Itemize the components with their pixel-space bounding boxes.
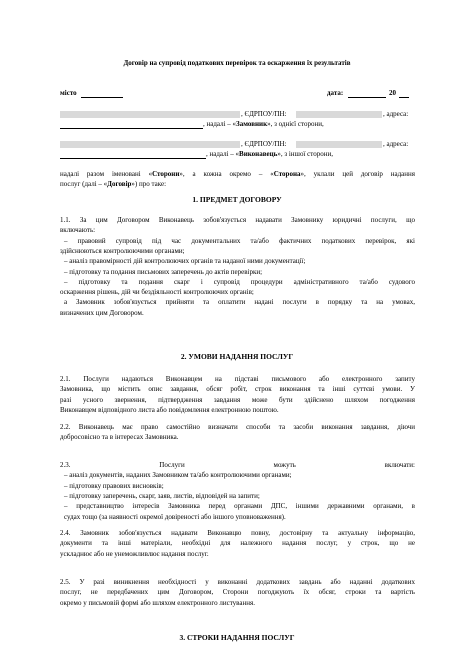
- text-line: – аналіз документів, наданих Замовником та/або контролюючими органами;: [64, 471, 292, 480]
- party2-address-blank[interactable]: [60, 158, 206, 159]
- party1-name-redacted: [60, 111, 240, 118]
- text-line: 2.1. Послуги надаються Виконавцем на підставі письмового або електронного запиту: [60, 375, 415, 383]
- date-year: 20: [389, 89, 396, 97]
- intro-line: послуг (далі – «Договір») про таке:: [60, 180, 167, 188]
- text-line: 2.3. Послуги можуть включати:: [60, 461, 415, 469]
- party1-role: , надалі – «Замовник», з однієї сторони,: [203, 120, 324, 128]
- year-blank[interactable]: [399, 97, 409, 98]
- party1-edrpou-redacted: [296, 111, 382, 118]
- party1-address-blank[interactable]: [60, 128, 203, 129]
- party2-role: , надалі – «Виконавець», з іншої сторони,: [206, 150, 333, 158]
- party2-edrpou-redacted: [296, 141, 382, 148]
- text-line: – правовий супровід під час документальних та/або фактичних податкових перевірок, які: [64, 236, 415, 245]
- text-line: – представництво інтересів Замовника перед органами ДПС, іншими державними органами, в: [64, 502, 415, 511]
- text-line: ускладнює або не унеможливлює надання послуг.: [60, 549, 209, 558]
- text-line: – аналіз правомірності дій контролюючих органів та наданої ними документації;: [64, 257, 306, 266]
- text-line: послуг, не передбачених цим Договором, Сторони погоджують їх обсяг, строки та вартість: [60, 588, 415, 597]
- party1-address-label: , адреса:: [383, 110, 409, 118]
- city-blank[interactable]: [81, 97, 123, 98]
- text-line: 2.4. Замовник зобов'язується надавати Виконавцю повну, достовірну та актуальну інформацію,: [60, 529, 415, 537]
- text-line: здійснюються контролюючими органами;: [60, 246, 185, 255]
- text-line: окремо у письмовій формі або шляхом електронного листування.: [60, 598, 255, 607]
- text-line: а Замовник зобов'язується прийняти та оплатити надані послуги в порядку та на умовах,: [64, 298, 415, 307]
- text-line: визначених цим Договором.: [60, 308, 144, 317]
- text-line: разі усного звернення, підтвердження завдання може бути здійснено шляхом погодження: [60, 395, 415, 404]
- document-title: Договір на супровід податкових перевірок та оскарження їх результатів: [123, 59, 351, 67]
- text-line: оскарження рішень, дій чи бездіяльності контролюючих органів;: [60, 288, 254, 297]
- text-line: – підготовку заперечень, скарг, заяв, листів, відповідей на запити;: [64, 491, 260, 500]
- date-blank[interactable]: [348, 97, 386, 98]
- text-line: 2.2. Виконавець має право самостійно визначати способи та засоби виконання завдання, діючи: [60, 423, 415, 431]
- text-line: документи та інші матеріали, необхідні для належного надання послуг, у строк, що не: [60, 539, 415, 548]
- party2-address-label: , адреса:: [383, 140, 409, 148]
- intro-line: надалі разом іменовані «Сторони», а кожна окремо – «Сторона», уклали цей договір надання: [60, 170, 415, 178]
- text-line: 2.5. У разі виникнення необхідності у виконанні додаткових завдань або наданні додаткових: [60, 578, 415, 586]
- text-line: Замовника, що містить опис завдання, обсяг робіт, строк виконання та інші суттєві умови. У: [60, 385, 415, 394]
- text-line: добросовісно та в інтересах Замовника.: [60, 433, 179, 442]
- city-label: місто: [60, 89, 77, 97]
- section-3-heading: 3. СТРОКИ НАДАННЯ ПОСЛУГ: [179, 633, 295, 642]
- section-1-heading: 1. ПРЕДМЕТ ДОГОВОРУ: [192, 195, 282, 204]
- section-2-heading: 2. УМОВИ НАДАННЯ ПОСЛУГ: [180, 352, 294, 361]
- party2-name-redacted: [60, 141, 240, 148]
- text-line: – підготовку та подання письмових заперечень до актів перевірки;: [64, 267, 263, 276]
- text-line: 1.1. За цим Договором Виконавець зобов'язується надавати Замовнику юридичні послуги, що: [60, 216, 415, 224]
- party2-edrpou-label: , ЄДРПОУ/ПН:: [241, 140, 287, 148]
- text-line: – підготовку правових висновків;: [64, 481, 164, 490]
- text-line: судах тощо (за наявності окремої довіреності або іншого уповноваження).: [64, 512, 286, 521]
- text-line: – підготовку та подання скарг і супровід процедури адміністративного та/або судового: [64, 277, 415, 286]
- text-line: Виконавцем відповідного листа або повідомлення електронною поштою.: [60, 405, 279, 414]
- date-label: дата:: [327, 89, 344, 97]
- text-line: включають:: [60, 226, 96, 235]
- party1-edrpou-label: , ЄДРПОУ/ПН:: [241, 110, 287, 118]
